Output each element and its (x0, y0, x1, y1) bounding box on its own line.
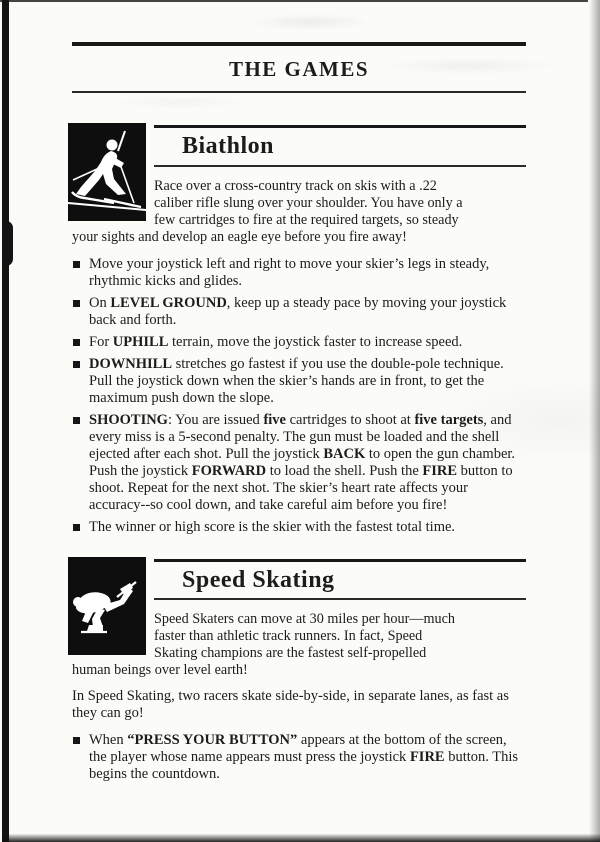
bullet-text: For UPHILL terrain, move the joystick faster to increase speed. (89, 333, 463, 350)
bullet-square-icon (73, 737, 80, 744)
speed-skating-bullet-list (72, 732, 526, 783)
bullet-text: Move your joystick left and right to move your skier’s legs in steady, rhythmic kicks and glides. (89, 255, 490, 289)
bullet-item (72, 732, 526, 783)
scan-edge-notch (2, 221, 13, 266)
section-speed-skating (72, 541, 526, 784)
bullet-item (72, 256, 526, 290)
speed-skater-icon (68, 557, 146, 655)
bullet-item (72, 412, 526, 514)
speed-skating-heading-top-rule (154, 559, 526, 562)
bullet-text: DOWNHILL stretches go fastest if you use the double-pole technique. Pull the joystick down when the skier’s hands are in front, to get the maximum push down the slope. (89, 355, 504, 406)
bullet-square-icon (73, 524, 80, 531)
biathlon-heading (154, 123, 526, 167)
scan-edge-right (589, 0, 600, 842)
bullet-item (72, 334, 526, 351)
speed-skating-paragraph: In Speed Skating, two racers skate side-by-side, in separate lanes, as fast as they can go! (72, 688, 509, 722)
bullet-item (72, 519, 526, 536)
bullet-square-icon (73, 361, 80, 368)
header-top-rule (72, 42, 526, 46)
biathlon-title: Biathlon (182, 133, 275, 159)
speed-skating-heading (154, 557, 526, 601)
bullet-text: The winner or high score is the skier with the fastest total time. (89, 518, 456, 535)
speed-skating-title: Speed Skating (182, 566, 335, 593)
speed-skater-art (68, 557, 146, 655)
section-biathlon (72, 93, 526, 536)
page-title: THE GAMES (228, 57, 370, 81)
bullet-item (72, 295, 526, 329)
bullet-square-icon (73, 300, 80, 307)
biathlon-heading-top-rule (154, 125, 526, 128)
bullet-text: SHOOTING: You are issued five cartridges to shoot at five targets, and every miss is a 5-second penalty. The gun must be loaded and the shell ejected after each shot. Pull the joystick BACK to open the gun chamber. Push the joystick FORWARD to load the shell. Push the FIRE button to shoot. Repeat for the next shot. The skier’s heart rate affects your accuracy--so cool down, and take careful aim before you fire! (89, 411, 516, 513)
scan-edge-left (2, 0, 9, 842)
page-header (72, 42, 526, 93)
biathlon-skier-art (68, 123, 146, 221)
speed-skating-intro: Speed Skaters can move at 30 miles per hour—much faster than athletic track runners. In fact, Speed Skating champions are the fastest self-propelled human beings over level earth! (72, 611, 456, 679)
biathlon-bullet-list (72, 256, 526, 536)
speed-skating-heading-bottom-rule (154, 598, 526, 600)
page-column (72, 42, 526, 783)
bullet-item (72, 356, 526, 407)
biathlon-skier-icon (68, 123, 146, 221)
scan-edge-bottom (2, 834, 600, 842)
bullet-square-icon (73, 339, 80, 346)
biathlon-intro: Race over a cross-country track on skis with a .22 caliber rifle slung over your shoulder. You have only a few cartridges to fire at the required targets, so steady your sights and develop an eagle eye before you fire away! (72, 177, 463, 245)
bullet-square-icon (73, 417, 80, 424)
bullet-square-icon (73, 261, 80, 268)
bullet-text: When “PRESS YOUR BUTTON” appears at the bottom of the screen, the player whose name appears must press the joystick FIRE button. This begins the countdown. (89, 732, 519, 783)
bullet-text: On LEVEL GROUND, keep up a steady pace by moving your joystick back and forth. (89, 294, 507, 328)
scan-edge-top (0, 0, 588, 2)
biathlon-heading-bottom-rule (154, 165, 526, 167)
